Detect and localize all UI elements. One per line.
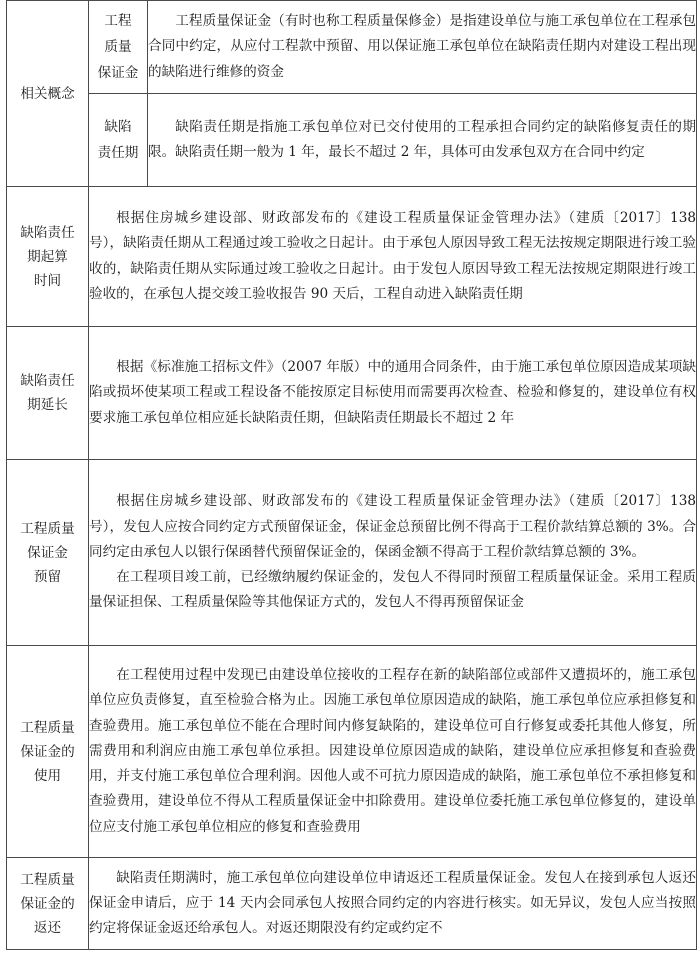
label-line: 期延长 (27, 397, 68, 413)
category-guarantee-return (7, 858, 89, 950)
row-period-start (7, 187, 697, 327)
paragraph: 根据住房城乡建设部、财政部发布的《建设工程质量保证金管理办法》（建质〔2017〕138 号），缺陷责任期从工程通过竣工验收之日起计。由于承包人原因导致工程无法按规定期限进行竣工验收的，缺陷责任期从实际通过竣工验收之日起计。由于发包人原因导致工程无法按规定期限进行竣工验收的，在承包人提交竣工验收报告 90 天后，工程自动进入缺陷责任期 (89, 210, 696, 302)
row-period-extension (7, 327, 697, 460)
label-line: 工程 (104, 13, 132, 29)
category-related-concepts: 相关概念 (7, 1, 89, 187)
label-line: 使用 (33, 767, 62, 784)
row-guarantee-reserve (7, 460, 697, 646)
paragraph: 工程质量保证金（有时也称工程质量保修金）是指建设单位与施工承包单位在工程承包合同中约定，从应付工程款中预留、用以保证施工承包单位在缺陷责任期内对建设工程出现的缺陷进行维修的资金 (148, 13, 696, 80)
paragraph: 在工程项目竣工前，已经缴纳履约保证金的，发包人不得同时预留工程质量保证金。采用工程质量保证担保、工程质量保险等其他保证方式的，发包人不得再预留保证金 (89, 569, 696, 611)
category-period-extension (7, 327, 89, 460)
label-line: 保证金的 (20, 895, 75, 912)
row-guarantee-use (7, 646, 697, 858)
label-line: 工程质量 (20, 520, 75, 537)
label-line: 保证金 (27, 544, 68, 561)
subcategory-guarantee-money (89, 1, 148, 94)
category-period-start (7, 187, 89, 327)
label-line: 期起算 (27, 248, 68, 265)
category-guarantee-reserve (7, 460, 89, 646)
row-concept-guarantee (7, 1, 697, 94)
label-line: 保证金 (97, 65, 139, 81)
paragraph: 根据《标准施工招标文件》（2007 年版）中的通用合同条件，由于施工承包单位原因造成某项缺陷或损坏使某项工程或工程设备不能按原定目标使用而需要再次检查、检验和修复的，建设单位有权要求施工承包单位相应延长缺陷责任期，但缺陷责任期最长不超过 2 年 (89, 359, 696, 426)
policy-table (6, 0, 697, 950)
paragraph: 缺陷责任期满时，施工承包单位向建设单位申请返还工程质量保证金。发包人在接到承包人返还保证金申请后，应于 14 天内会同承包人按照合同约定的内容进行核实。如无异议，发包人应当按照约定将保证金返还给承包人。对返还期限没有约定或约定不 (89, 869, 696, 937)
paragraph: 根据住房城乡建设部、财政部发布的《建设工程质量保证金管理办法》（建质〔2017〕138 号），发包人应按合同约定方式预留保证金，保证金总预留比例不得高于工程价款结算总额的 3%。合同约定由承包人以银行保函替代预留保证金的，保函金额不得高于工程价款结算总额的 3%。 (89, 493, 696, 560)
content-period-start (89, 187, 697, 327)
label-line: 返还 (33, 919, 62, 936)
label-line: 缺陷责任 (20, 224, 75, 241)
label-line: 工程质量 (20, 871, 75, 888)
label-line: 质量 (104, 39, 132, 55)
label-line: 保证金的 (20, 743, 75, 760)
label-line: 时间 (33, 272, 62, 289)
label-line: 预留 (33, 568, 62, 585)
label-line: 责任期 (97, 145, 139, 161)
label-line: 缺陷责任 (20, 373, 75, 389)
row-guarantee-return (7, 858, 697, 950)
definition-defect-liability-period (148, 94, 697, 187)
category-guarantee-use (7, 646, 89, 858)
paragraph: 缺陷责任期是指施工承包单位对已交付使用的工程承担合同约定的缺陷修复责任的期限。缺陷责任期一般为 1 年，最长不超过 2 年，具体可由发承包双方在合同中约定 (148, 118, 696, 160)
content-guarantee-use (89, 646, 697, 858)
label-line: 缺陷 (104, 119, 132, 135)
row-concept-defect-period (7, 94, 697, 187)
definition-guarantee-money (148, 1, 697, 94)
content-guarantee-return (89, 858, 697, 950)
content-guarantee-reserve (89, 460, 697, 646)
paragraph: 在工程使用过程中发现已由建设单位接收的工程存在新的缺陷部位或部件又遭损坏的，施工承包单位应负责修复，直至检验合格为止。因施工承包单位原因造成的缺陷，施工承包单位应承担修复和查验费用。施工承包单位不能在合理时间内修复缺陷的，建设单位可自行修复或委托其他人修复，所需费用和利润应由施工承包单位承担。因建设单位原因造成的缺陷，建设单位应承担修复和查验费用，并支付施工承包单位合理利润。因他人或不可抗力原因造成的缺陷，施工承包单位不承担修复和查验费用，建设单位不得从工程质量保证金中扣除费用。建设单位委托施工承包单位修复的，建设单位应支付施工承包单位相应的修复和查验费用 (89, 667, 696, 835)
content-period-extension (89, 327, 697, 460)
label-line: 工程质量 (20, 719, 75, 736)
subcategory-defect-liability-period (89, 94, 148, 187)
